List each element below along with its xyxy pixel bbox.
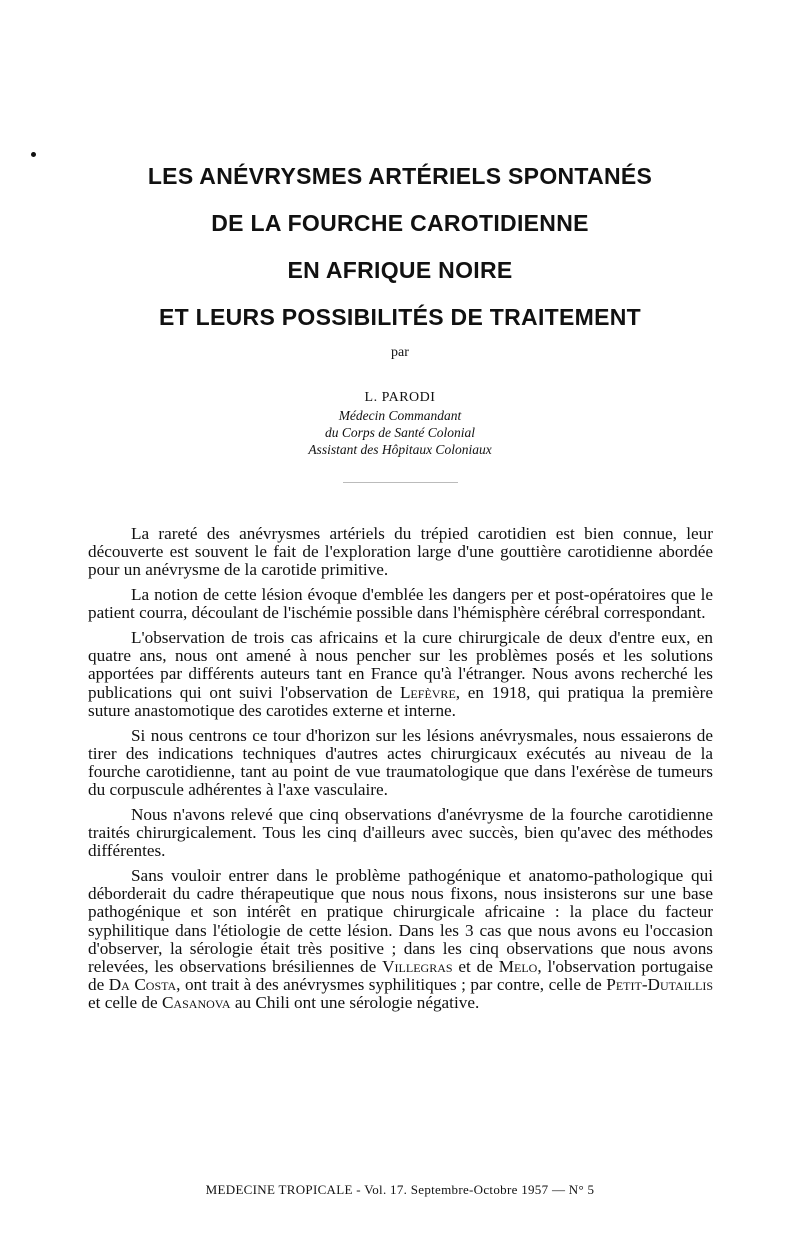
affiliation-line-3: Assistant des Hôpitaux Coloniaux	[308, 442, 492, 457]
author-ref-petit-dutaillis: Petit-Dutaillis	[606, 975, 713, 995]
author-ref-villegras: Villegras	[382, 956, 453, 976]
title-line-1: LES ANÉVRYSMES ARTÉRIELS SPONTANÉS	[147, 163, 653, 189]
author-ref-melo: Melo	[498, 956, 538, 976]
paragraph-2: La notion de cette lésion évoque d'emblée les dangers per et post-opératoires que le patient courra, découlant de l'ischémie possible dans l'hémisphère cérébral correspondant.	[88, 585, 713, 623]
article-title	[0, 158, 800, 346]
title-line-2: DE LA FOURCHE CAROTIDIENNE	[211, 210, 589, 236]
paragraph-4: Si nous centrons ce tour d'horizon sur les lésions anévrysmales, nous essaierons de tirer des indications techniques d'autres actes chirurgicaux exécutés au niveau de la fourche carotidienne, tant au point de vue traumatologique que dans l'exérèse de tumeurs du corpuscule adhérentes à l'axe vasculaire.	[88, 725, 713, 800]
author-name: L. PARODI	[364, 390, 436, 405]
paragraph-3	[88, 629, 713, 720]
author-ref-da-costa: Da Costa	[108, 975, 177, 995]
paragraph-6-text-b: et de	[452, 956, 499, 976]
margin-mark	[31, 152, 36, 157]
paragraph-6-text-c: , l'observation portugaise de	[88, 956, 713, 995]
separator-rule	[343, 482, 458, 483]
paragraph-6-text-e: et celle de	[88, 993, 162, 1013]
paragraph-6	[88, 867, 713, 1013]
author-ref-lefevre: Lefèvre	[399, 682, 456, 702]
paragraph-6-text-a: Sans vouloir entrer dans le problème pathogénique et anatomo-pathologique qui déborderait du cadre thérapeutique que nous nous fixons, nous insisterons sur une base pathogénique et son intérêt en pratique chirurgicale africaine : la place du facteur syphilitique dans l'étiologie de cette lésion. Dans les 3 cas que nous avons eu l'occasion d'observer, la sérologie était très positive ; dans les cinq observations que nous avons relevées, les observations brésiliennes de	[88, 865, 713, 976]
title-line-3: EN AFRIQUE NOIRE	[287, 257, 513, 283]
author-ref-casanova: Casanova	[161, 993, 231, 1013]
title-line-4: ET LEURS POSSIBILITÉS DE TRAITEMENT	[158, 304, 642, 330]
article-body	[88, 525, 713, 1019]
affiliation-line-1: Médecin Commandant	[338, 408, 462, 423]
paragraph-6-text-d: , ont trait à des anévrysmes syphilitiques ; par contre, celle de	[176, 975, 607, 995]
affiliation-line-2: du Corps de Santé Colonial	[324, 425, 475, 440]
paragraph-3-text-a: L'observation de trois cas africains et la cure chirurgicale de deux d'entre eux, en quatre ans, nous ont amené à nous pencher sur les problèmes posés et les solutions apportées par différents auteurs tant en France qu'à l'étranger. Nous avons recherché les publications qui ont suivi l'observation de	[88, 628, 713, 702]
paragraph-3-text-b: , en 1918, qui pratiqua la première suture anastomotique des carotides externe et interne.	[88, 682, 713, 720]
author-affiliation	[200, 407, 600, 458]
paragraph-5: Nous n'avons relevé que cinq observations d'anévrysme de la fourche carotidienne traités chirurgicalement. Tous les cinq d'ailleurs avec succès, bien qu'avec des méthodes différentes.	[88, 804, 713, 861]
by-line: par	[391, 345, 409, 360]
journal-footer: MEDECINE TROPICALE - Vol. 17. Septembre-Octobre 1957 — N° 5	[205, 1182, 595, 1197]
paragraph-6-text-f: au Chili ont une sérologie négative.	[230, 993, 480, 1013]
paragraph-1: La rareté des anévrysmes artériels du trépied carotidien est bien connue, leur découverte est souvent le fait de l'exploration large d'une gouttière carotidienne abordée pour un anévrysme de la carotide primitive.	[88, 524, 713, 580]
